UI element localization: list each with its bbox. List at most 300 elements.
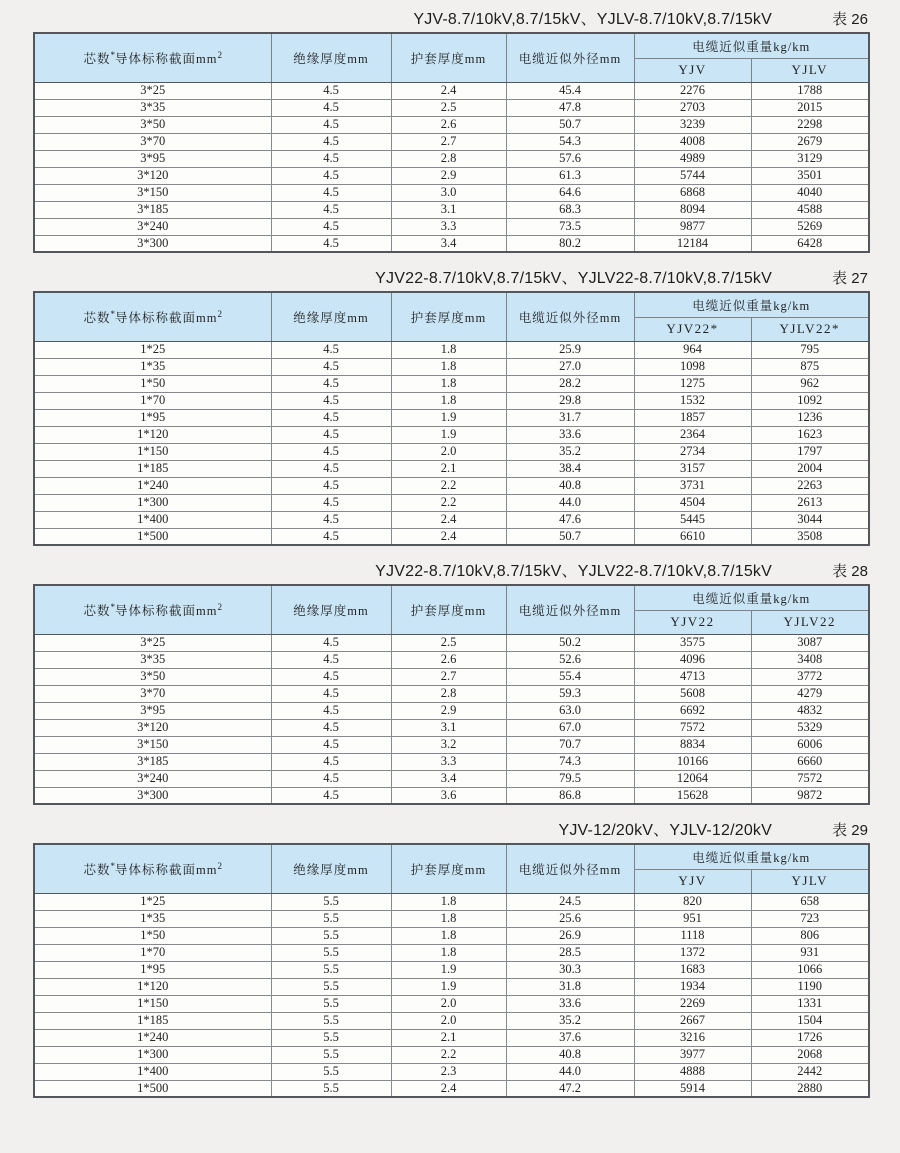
table-cell: 3*95 <box>34 150 271 167</box>
table-cell: 5.5 <box>271 1063 391 1080</box>
table-cell: 3239 <box>634 116 751 133</box>
table-cell: 3*50 <box>34 668 271 685</box>
table-cell: 1.8 <box>391 358 506 375</box>
table-cell: 1*95 <box>34 961 271 978</box>
table-cell: 1066 <box>751 961 869 978</box>
table-cell: 3*150 <box>34 736 271 753</box>
table-cell: 4.5 <box>271 358 391 375</box>
subcol-header-yjv: YJV22 <box>634 610 751 634</box>
squared-superscript: 2 <box>217 601 222 612</box>
table-body <box>34 634 869 804</box>
table-title-row <box>33 558 868 584</box>
cable-spec-table <box>33 291 870 546</box>
table-cell: 45.4 <box>506 82 634 99</box>
table-cell: 820 <box>634 893 751 910</box>
table-cell: 4.5 <box>271 443 391 460</box>
table-cell: 931 <box>751 944 869 961</box>
table-cell: 31.7 <box>506 409 634 426</box>
table-cell: 3*240 <box>34 218 271 235</box>
table-row <box>34 460 869 477</box>
table-cell: 1*500 <box>34 1080 271 1097</box>
table-row <box>34 116 869 133</box>
table-cell: 2667 <box>634 1012 751 1029</box>
table-cell: 1934 <box>634 978 751 995</box>
table-row <box>34 426 869 443</box>
table-cell: 1797 <box>751 443 869 460</box>
table-cell: 1504 <box>751 1012 869 1029</box>
table-cell: 3*120 <box>34 167 271 184</box>
table-cell: 1*185 <box>34 460 271 477</box>
table-cell: 3*240 <box>34 770 271 787</box>
table-header <box>34 33 869 82</box>
table-cell: 47.6 <box>506 511 634 528</box>
table-header <box>34 844 869 893</box>
col-header-sheath-thickness: 护套厚度mm <box>391 292 506 341</box>
asterisk-superscript: * <box>110 601 116 612</box>
table-cell: 47.8 <box>506 99 634 116</box>
table-cell: 2.5 <box>391 634 506 651</box>
table-cell: 5.5 <box>271 1029 391 1046</box>
core-count-label: 芯数 <box>83 51 111 66</box>
table-cell: 5269 <box>751 218 869 235</box>
table-cell: 3.1 <box>391 719 506 736</box>
table-cell: 1.8 <box>391 944 506 961</box>
table-cell: 3731 <box>634 477 751 494</box>
table-cell: 4.5 <box>271 736 391 753</box>
subcol-header-yjv: YJV22* <box>634 317 751 341</box>
table-cell: 27.0 <box>506 358 634 375</box>
table-cell: 795 <box>751 341 869 358</box>
table-cell: 1.9 <box>391 961 506 978</box>
col-header-approx-weight: 电缆近似重量kg/km <box>634 585 869 610</box>
table-row <box>34 651 869 668</box>
table-cell: 1*240 <box>34 1029 271 1046</box>
table-cell: 12064 <box>634 770 751 787</box>
table-cell: 6660 <box>751 753 869 770</box>
table-cell: 1092 <box>751 392 869 409</box>
table-cell: 1*240 <box>34 477 271 494</box>
table-cell: 2.7 <box>391 668 506 685</box>
table-row <box>34 235 869 252</box>
conductor-section-label: 导体标称截面mm <box>115 862 218 877</box>
table-cell: 4008 <box>634 133 751 150</box>
table-cell: 1331 <box>751 995 869 1012</box>
table-title: YJV22-8.7/10kV,8.7/15kV、YJLV22-8.7/10kV,8.7/15kV <box>375 563 772 580</box>
table-cell: 1*400 <box>34 511 271 528</box>
table-cell: 9872 <box>751 787 869 804</box>
table-row <box>34 978 869 995</box>
table-cell: 5744 <box>634 167 751 184</box>
col-header-approx-weight: 电缆近似重量kg/km <box>634 292 869 317</box>
col-header-approx-diameter: 电缆近似外径mm <box>506 33 634 82</box>
table-cell: 4.5 <box>271 218 391 235</box>
table-cell: 3.2 <box>391 736 506 753</box>
table-cell: 4.5 <box>271 477 391 494</box>
table-row <box>34 201 869 218</box>
col-header-insulation-thickness: 绝缘厚度mm <box>271 33 391 82</box>
table-cell: 1788 <box>751 82 869 99</box>
table-cell: 4.5 <box>271 426 391 443</box>
table-cell: 28.2 <box>506 375 634 392</box>
table-cell: 4.5 <box>271 511 391 528</box>
table-cell: 1.9 <box>391 426 506 443</box>
col-header-sheath-thickness: 护套厚度mm <box>391 585 506 634</box>
col-header-approx-weight: 电缆近似重量kg/km <box>634 33 869 58</box>
table-row <box>34 443 869 460</box>
table-cell: 57.6 <box>506 150 634 167</box>
table-cell: 4504 <box>634 494 751 511</box>
table-cell: 4713 <box>634 668 751 685</box>
table-cell: 50.2 <box>506 634 634 651</box>
table-cell: 2015 <box>751 99 869 116</box>
table-row <box>34 99 869 116</box>
table-cell: 1857 <box>634 409 751 426</box>
table-cell: 2679 <box>751 133 869 150</box>
table-cell: 4040 <box>751 184 869 201</box>
table-cell: 80.2 <box>506 235 634 252</box>
table-cell: 6006 <box>751 736 869 753</box>
table-cell: 61.3 <box>506 167 634 184</box>
table-cell: 5445 <box>634 511 751 528</box>
table-row <box>34 375 869 392</box>
table-cell: 1683 <box>634 961 751 978</box>
table-cell: 3408 <box>751 651 869 668</box>
table-cell: 30.3 <box>506 961 634 978</box>
table-cell: 64.6 <box>506 184 634 201</box>
table-cell: 1*35 <box>34 358 271 375</box>
table-cell: 2269 <box>634 995 751 1012</box>
table-row <box>34 736 869 753</box>
table-cell: 4832 <box>751 702 869 719</box>
table-cell: 67.0 <box>506 719 634 736</box>
subcol-header-yjlv: YJLV22 <box>751 610 869 634</box>
table-cell: 2263 <box>751 477 869 494</box>
catalog-page <box>33 6 868 1098</box>
table-cell: 79.5 <box>506 770 634 787</box>
table-row <box>34 1080 869 1097</box>
table-cell: 37.6 <box>506 1029 634 1046</box>
table-row <box>34 910 869 927</box>
table-row <box>34 702 869 719</box>
table-cell: 1*70 <box>34 392 271 409</box>
table-title: YJV-8.7/10kV,8.7/15kV、YJLV-8.7/10kV,8.7/15kV <box>413 11 772 28</box>
table-row <box>34 787 869 804</box>
table-cell: 1*185 <box>34 1012 271 1029</box>
table-cell: 4888 <box>634 1063 751 1080</box>
table-cell: 4.5 <box>271 341 391 358</box>
table-cell: 3977 <box>634 1046 751 1063</box>
table-cell: 1*300 <box>34 494 271 511</box>
col-header-core-section <box>34 585 271 634</box>
table-cell: 2298 <box>751 116 869 133</box>
table-cell: 2.4 <box>391 511 506 528</box>
table-cell: 2442 <box>751 1063 869 1080</box>
col-header-insulation-thickness: 绝缘厚度mm <box>271 585 391 634</box>
table-cell: 33.6 <box>506 426 634 443</box>
table-number-tag: 表 26 <box>832 11 868 28</box>
subcol-header-yjlv: YJLV <box>751 58 869 82</box>
table-cell: 86.8 <box>506 787 634 804</box>
spec-table-section <box>33 817 868 1098</box>
table-body <box>34 82 869 252</box>
table-cell: 3*35 <box>34 651 271 668</box>
table-cell: 2.6 <box>391 651 506 668</box>
table-row <box>34 1046 869 1063</box>
table-cell: 3129 <box>751 150 869 167</box>
table-row <box>34 82 869 99</box>
table-cell: 2276 <box>634 82 751 99</box>
table-cell: 3216 <box>634 1029 751 1046</box>
table-cell: 2.5 <box>391 99 506 116</box>
table-cell: 1*35 <box>34 910 271 927</box>
table-cell: 2880 <box>751 1080 869 1097</box>
table-cell: 3*150 <box>34 184 271 201</box>
table-cell: 3044 <box>751 511 869 528</box>
table-cell: 4.5 <box>271 719 391 736</box>
table-cell: 3.0 <box>391 184 506 201</box>
table-cell: 2.9 <box>391 702 506 719</box>
table-cell: 24.5 <box>506 893 634 910</box>
table-cell: 3772 <box>751 668 869 685</box>
table-cell: 4.5 <box>271 184 391 201</box>
table-row <box>34 927 869 944</box>
table-row <box>34 392 869 409</box>
asterisk-superscript: * <box>110 49 116 60</box>
table-cell: 2734 <box>634 443 751 460</box>
table-cell: 2.2 <box>391 1046 506 1063</box>
table-cell: 1*120 <box>34 426 271 443</box>
table-cell: 44.0 <box>506 1063 634 1080</box>
col-header-core-section <box>34 292 271 341</box>
subcol-header-yjlv: YJLV <box>751 869 869 893</box>
table-cell: 4096 <box>634 651 751 668</box>
table-cell: 1.9 <box>391 409 506 426</box>
table-cell: 70.7 <box>506 736 634 753</box>
table-cell: 9877 <box>634 218 751 235</box>
table-cell: 5.5 <box>271 910 391 927</box>
col-header-approx-diameter: 电缆近似外径mm <box>506 292 634 341</box>
table-cell: 10166 <box>634 753 751 770</box>
table-cell: 63.0 <box>506 702 634 719</box>
table-cell: 3157 <box>634 460 751 477</box>
table-row <box>34 1063 869 1080</box>
table-cell: 4.5 <box>271 235 391 252</box>
table-cell: 3*70 <box>34 685 271 702</box>
table-header <box>34 585 869 634</box>
table-cell: 5.5 <box>271 978 391 995</box>
spec-table-section <box>33 265 868 546</box>
cable-spec-table <box>33 584 870 805</box>
table-cell: 35.2 <box>506 443 634 460</box>
table-cell: 4.5 <box>271 133 391 150</box>
table-cell: 4.5 <box>271 634 391 651</box>
table-row <box>34 1029 869 1046</box>
table-cell: 4.5 <box>271 460 391 477</box>
table-cell: 1*300 <box>34 1046 271 1063</box>
table-row <box>34 358 869 375</box>
table-cell: 2.2 <box>391 494 506 511</box>
cable-spec-table <box>33 843 870 1098</box>
table-cell: 1.8 <box>391 341 506 358</box>
table-cell: 1275 <box>634 375 751 392</box>
table-cell: 2.4 <box>391 528 506 545</box>
table-cell: 12184 <box>634 235 751 252</box>
table-cell: 1236 <box>751 409 869 426</box>
table-row <box>34 133 869 150</box>
table-cell: 59.3 <box>506 685 634 702</box>
table-cell: 29.8 <box>506 392 634 409</box>
asterisk-superscript: * <box>110 308 116 319</box>
table-row <box>34 944 869 961</box>
table-number-tag: 表 29 <box>832 822 868 839</box>
table-cell: 5.5 <box>271 927 391 944</box>
table-row <box>34 634 869 651</box>
table-cell: 4588 <box>751 201 869 218</box>
table-cell: 5.5 <box>271 961 391 978</box>
table-cell: 1*500 <box>34 528 271 545</box>
table-cell: 1.8 <box>391 910 506 927</box>
table-cell: 1.9 <box>391 978 506 995</box>
table-cell: 7572 <box>634 719 751 736</box>
table-cell: 3575 <box>634 634 751 651</box>
table-cell: 5329 <box>751 719 869 736</box>
table-cell: 3.3 <box>391 218 506 235</box>
table-cell: 2068 <box>751 1046 869 1063</box>
table-cell: 723 <box>751 910 869 927</box>
table-cell: 3.4 <box>391 770 506 787</box>
table-cell: 2.8 <box>391 685 506 702</box>
table-cell: 3*120 <box>34 719 271 736</box>
table-title-row <box>33 265 868 291</box>
table-cell: 5.5 <box>271 893 391 910</box>
table-number-tag: 表 28 <box>832 563 868 580</box>
table-row <box>34 719 869 736</box>
table-cell: 4.5 <box>271 82 391 99</box>
table-cell: 40.8 <box>506 1046 634 1063</box>
table-cell: 5.5 <box>271 1046 391 1063</box>
spec-table-section <box>33 558 868 805</box>
table-cell: 806 <box>751 927 869 944</box>
table-header <box>34 292 869 341</box>
table-cell: 4.5 <box>271 528 391 545</box>
core-count-label: 芯数 <box>83 862 111 877</box>
table-cell: 3*70 <box>34 133 271 150</box>
col-header-core-section <box>34 33 271 82</box>
cable-spec-table <box>33 32 870 253</box>
table-cell: 2.4 <box>391 1080 506 1097</box>
table-cell: 4.5 <box>271 201 391 218</box>
table-title-row <box>33 6 868 32</box>
table-row <box>34 341 869 358</box>
table-row <box>34 685 869 702</box>
table-row <box>34 477 869 494</box>
table-cell: 55.4 <box>506 668 634 685</box>
table-cell: 2.7 <box>391 133 506 150</box>
table-cell: 1118 <box>634 927 751 944</box>
table-cell: 4.5 <box>271 116 391 133</box>
table-cell: 3*300 <box>34 787 271 804</box>
table-row <box>34 770 869 787</box>
table-cell: 52.6 <box>506 651 634 668</box>
subcol-header-yjlv: YJLV22* <box>751 317 869 341</box>
table-cell: 2.6 <box>391 116 506 133</box>
table-cell: 7572 <box>751 770 869 787</box>
table-body <box>34 341 869 545</box>
table-cell: 1532 <box>634 392 751 409</box>
table-cell: 1*150 <box>34 995 271 1012</box>
table-cell: 951 <box>634 910 751 927</box>
table-cell: 1.8 <box>391 893 506 910</box>
table-cell: 4.5 <box>271 702 391 719</box>
table-cell: 1190 <box>751 978 869 995</box>
table-body <box>34 893 869 1097</box>
table-cell: 3*300 <box>34 235 271 252</box>
table-cell: 4.5 <box>271 150 391 167</box>
table-cell: 47.2 <box>506 1080 634 1097</box>
table-cell: 40.8 <box>506 477 634 494</box>
table-title: YJV22-8.7/10kV,8.7/15kV、YJLV22-8.7/10kV,8.7/15kV <box>375 270 772 287</box>
table-cell: 1.8 <box>391 392 506 409</box>
table-cell: 8094 <box>634 201 751 218</box>
table-cell: 3508 <box>751 528 869 545</box>
table-cell: 1*70 <box>34 944 271 961</box>
col-header-sheath-thickness: 护套厚度mm <box>391 33 506 82</box>
table-cell: 6692 <box>634 702 751 719</box>
table-cell: 1098 <box>634 358 751 375</box>
table-cell: 2.8 <box>391 150 506 167</box>
table-row <box>34 218 869 235</box>
table-cell: 962 <box>751 375 869 392</box>
table-cell: 6868 <box>634 184 751 201</box>
subcol-header-yjv: YJV <box>634 869 751 893</box>
table-cell: 3*95 <box>34 702 271 719</box>
table-cell: 2.1 <box>391 1029 506 1046</box>
table-cell: 6610 <box>634 528 751 545</box>
table-cell: 3087 <box>751 634 869 651</box>
table-cell: 5914 <box>634 1080 751 1097</box>
table-cell: 74.3 <box>506 753 634 770</box>
table-row <box>34 167 869 184</box>
table-cell: 5.5 <box>271 944 391 961</box>
table-cell: 1*25 <box>34 893 271 910</box>
table-row <box>34 753 869 770</box>
table-row <box>34 1012 869 1029</box>
table-cell: 6428 <box>751 235 869 252</box>
table-row <box>34 961 869 978</box>
core-count-label: 芯数 <box>83 603 111 618</box>
table-cell: 2.9 <box>391 167 506 184</box>
table-cell: 1.8 <box>391 927 506 944</box>
table-cell: 26.9 <box>506 927 634 944</box>
table-cell: 3*35 <box>34 99 271 116</box>
table-cell: 54.3 <box>506 133 634 150</box>
table-cell: 68.3 <box>506 201 634 218</box>
table-cell: 38.4 <box>506 460 634 477</box>
table-cell: 2004 <box>751 460 869 477</box>
conductor-section-label: 导体标称截面mm <box>115 310 218 325</box>
spec-table-section <box>33 6 868 253</box>
table-cell: 4.5 <box>271 787 391 804</box>
table-row <box>34 150 869 167</box>
table-cell: 4.5 <box>271 167 391 184</box>
table-cell: 25.9 <box>506 341 634 358</box>
col-header-approx-diameter: 电缆近似外径mm <box>506 844 634 893</box>
table-cell: 4.5 <box>271 375 391 392</box>
table-number-tag: 表 27 <box>832 270 868 287</box>
table-cell: 1*25 <box>34 341 271 358</box>
table-cell: 1*150 <box>34 443 271 460</box>
table-row <box>34 511 869 528</box>
